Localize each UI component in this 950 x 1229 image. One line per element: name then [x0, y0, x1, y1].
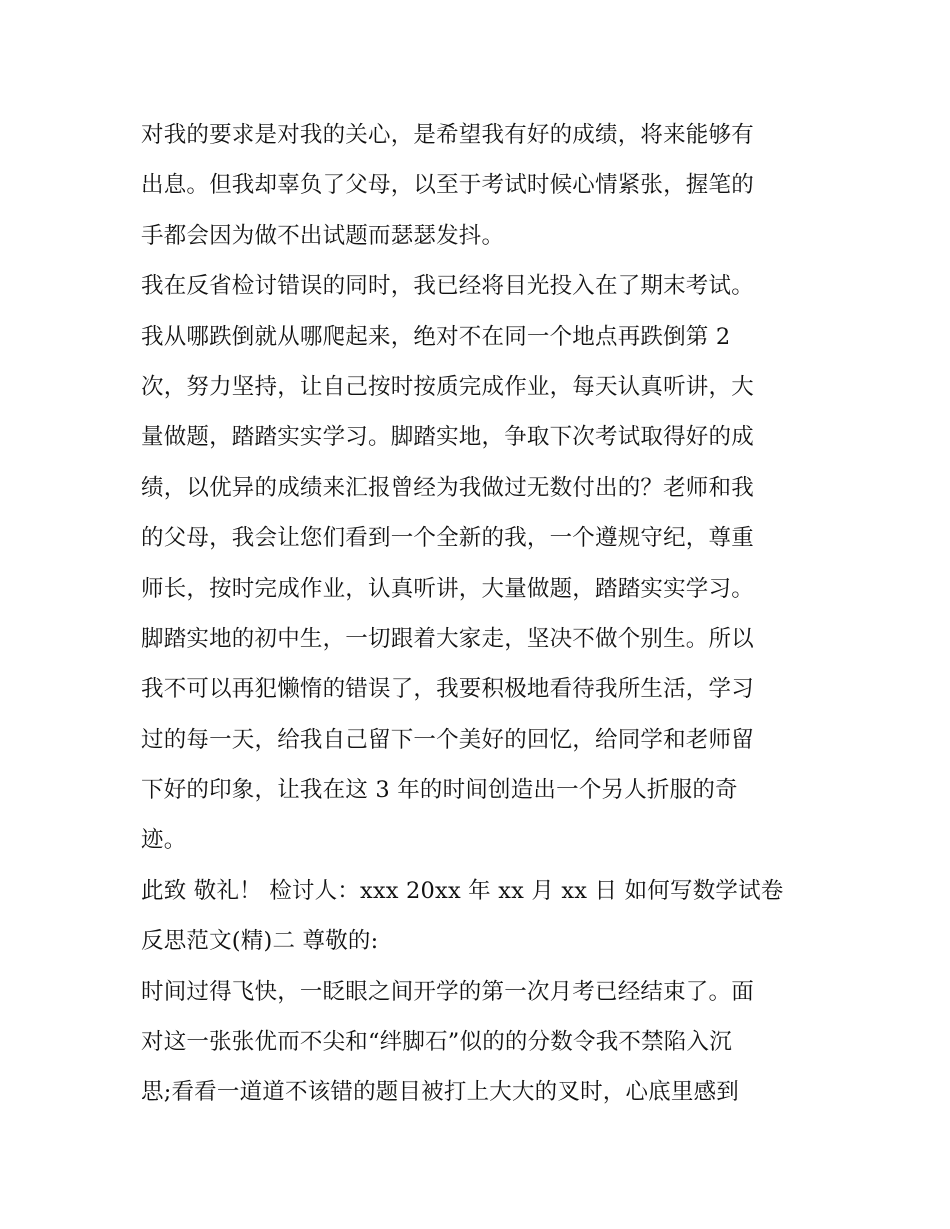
text-line: 此致 敬礼！ 检讨人：xxx 20xx 年 xx 月 xx 日 如何写数学试卷 [141, 877, 784, 904]
text-line: 我从哪跌倒就从哪爬起来，绝对不在同一个地点再跌倒第 2 [141, 323, 731, 350]
text-line: 脚踏实地的初中生，一切跟着大家走，坚决不做个别生。所以 [141, 625, 754, 652]
text-line: 我不可以再犯懒惰的错误了，我要积极地看待我所生活，学习 [141, 676, 754, 703]
text-line: 反思范文(精)二 尊敬的: [141, 928, 379, 955]
text-line: 思;看看一道道不该错的题目被打上大大的叉时，心底里感到 [141, 1079, 739, 1106]
text-line: 量做题，踏踏实实学习。脚踏实地，争取下次考试取得好的成 [141, 424, 754, 451]
text-line: 下好的印象，让我在这 3 年的时间创造出一个另人折服的奇 [141, 777, 738, 804]
text-line: 迹。 [141, 827, 187, 854]
text-line: 时间过得飞快，一眨眼之间开学的第一次月考已经结束了。面 [141, 978, 754, 1005]
text-line: 对这一张张优而不尖和“绊脚石”似的的分数令我不禁陷入沉 [141, 1029, 732, 1056]
document-body [141, 110, 831, 1118]
text-line: 次，努力坚持，让自己按时按质完成作业，每天认真听讲，大 [141, 373, 754, 400]
text-line: 对我的要求是对我的关心，是希望我有好的成绩，将来能够有 [141, 122, 754, 148]
text-line: 我在反省检讨错误的同时，我已经将目光投入在了期末考试。 [141, 273, 754, 300]
text-line: 过的每一天，给我自己留下一个美好的回忆，给同学和老师留 [141, 726, 754, 753]
text-line: 手都会因为做不出试题而瑟瑟发抖。 [141, 222, 505, 249]
text-line: 出息。但我却辜负了父母，以至于考试时候心情紧张，握笔的 [141, 172, 754, 199]
text-line: 绩，以优异的成绩来汇报曾经为我做过无数付出的？老师和我 [141, 474, 754, 501]
text-line: 的父母，我会让您们看到一个全新的我，一个遵规守纪，尊重 [141, 525, 754, 552]
text-line: 师长，按时完成作业，认真听讲，大量做题，踏踏实实学习。 [141, 575, 754, 602]
